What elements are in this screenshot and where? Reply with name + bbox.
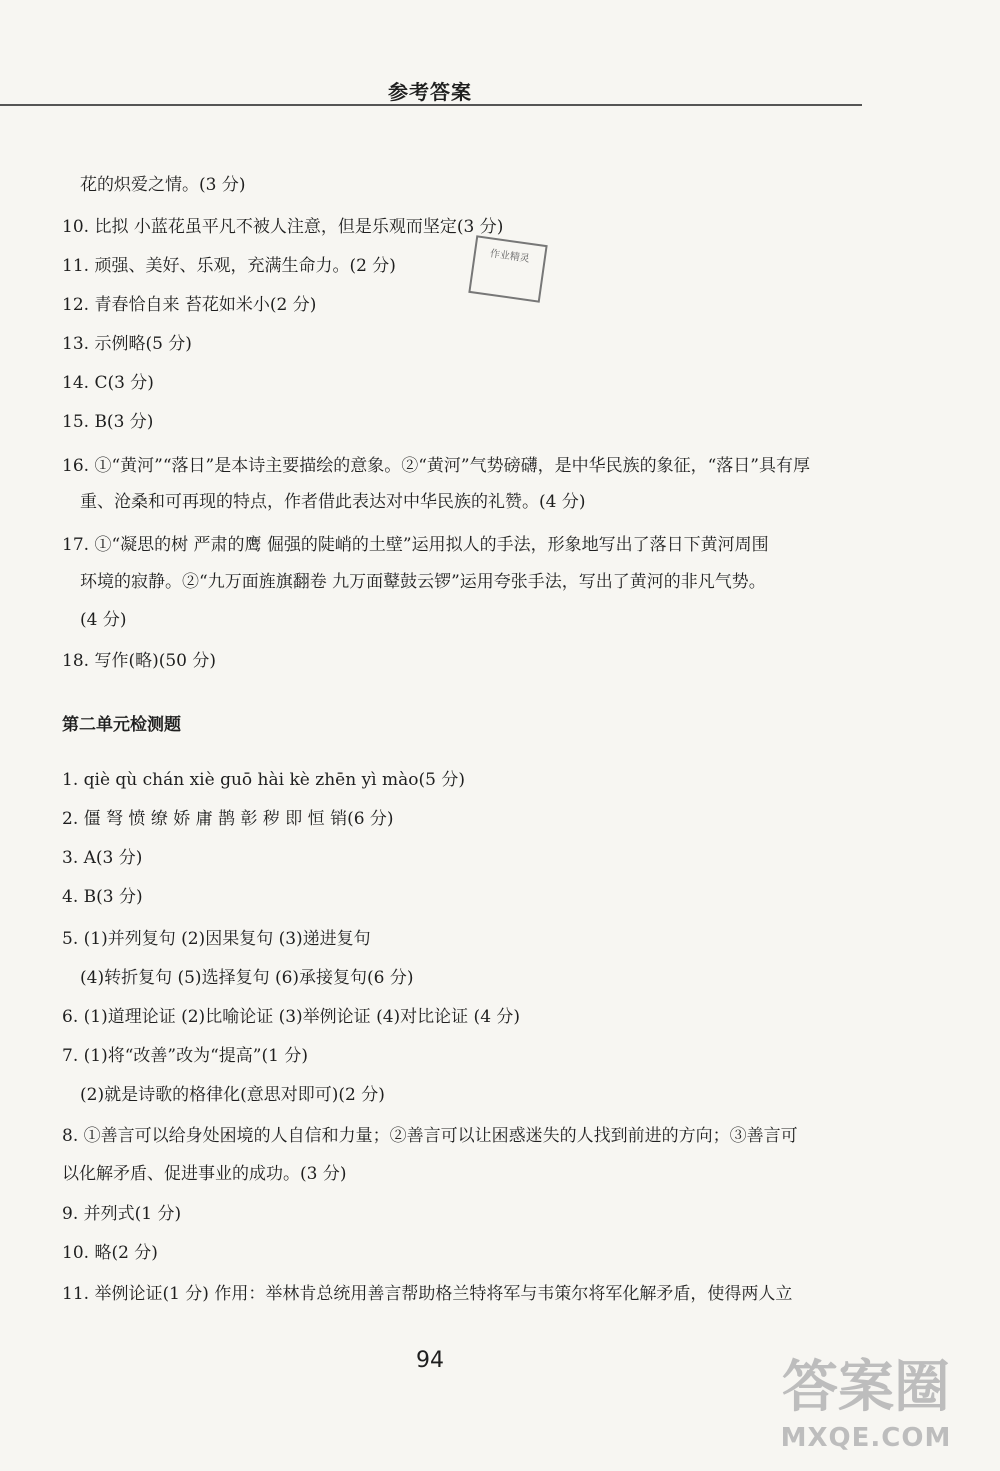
answer-line: 7. (1)将“改善”改为“提高”(1 分) bbox=[62, 1046, 308, 1066]
stamp-text: 作业精灵 bbox=[489, 248, 531, 265]
answer-line: 10. 略(2 分) bbox=[62, 1243, 158, 1263]
watermark-top: 答案圈 bbox=[782, 1355, 950, 1420]
answer-line: 6. (1)道理论证 (2)比喻论证 (3)举例论证 (4)对比论证 (4 分) bbox=[62, 1007, 521, 1027]
watermark-logo bbox=[746, 1353, 986, 1463]
section-title: 第二单元检测题 bbox=[62, 715, 181, 735]
answer-line: 15. B(3 分) bbox=[62, 412, 154, 432]
answer-line: 重、沧桑和可再现的特点，作者借此表达对中华民族的礼赞。(4 分) bbox=[80, 492, 586, 512]
answer-line: (2)就是诗歌的格律化(意思对即可)(2 分) bbox=[80, 1085, 385, 1105]
answer-line: 以化解矛盾、促进事业的成功。(3 分) bbox=[62, 1164, 347, 1184]
answer-line: 2. 僵 弩 愤 缭 娇 庸 鹊 彰 秽 即 恒 销(6 分) bbox=[62, 809, 394, 829]
answer-line: 13. 示例略(5 分) bbox=[62, 334, 192, 354]
answer-line: 3. A(3 分) bbox=[62, 848, 143, 868]
answer-line: 4. B(3 分) bbox=[62, 887, 143, 907]
answer-line: 11. 举例论证(1 分) 作用：举林肯总统用善言帮助格兰特将军与韦策尔将军化解矛盾，使得两人立 bbox=[62, 1284, 793, 1304]
answer-line: 12. 青春恰自来 苔花如米小(2 分) bbox=[62, 295, 317, 315]
answer-line: 16. ①“黄河”“落日”是本诗主要描绘的意象。②“黄河”气势磅礴，是中华民族的象征，“落日”具有厚 bbox=[62, 456, 810, 476]
answer-line: 8. ①善言可以给身处困境的人自信和力量；②善言可以让困惑迷失的人找到前进的方向；③善言可 bbox=[62, 1126, 798, 1146]
watermark-bottom: MXQE.COM bbox=[780, 1423, 952, 1453]
answer-line: 9. 并列式(1 分) bbox=[62, 1204, 182, 1224]
answer-line: 花的炽爱之情。(3 分) bbox=[80, 175, 246, 195]
answer-line: (4)转折复句 (5)选择复句 (6)承接复句(6 分) bbox=[80, 968, 414, 988]
answer-line: 17. ①“凝思的树 严肃的鹰 倔强的陡峭的土壁”运用拟人的手法，形象地写出了落日下黄河周围 bbox=[62, 535, 769, 555]
answer-line: 1. qiè qù chán xiè guō hài kè zhēn yì mào(5 分) bbox=[62, 770, 465, 790]
answer-line: 环境的寂静。②“九万面旌旗翻卷 九万面鼙鼓云锣”运用夸张手法，写出了黄河的非凡气势。 bbox=[80, 572, 766, 592]
answer-line: 18. 写作(略)(50 分) bbox=[62, 651, 217, 671]
answer-line: 10. 比拟 小蓝花虽平凡不被人注意，但是乐观而坚定(3 分) bbox=[62, 217, 504, 237]
page-number: 94 bbox=[416, 1348, 444, 1373]
answer-line: 11. 顽强、美好、乐观，充满生命力。(2 分) bbox=[62, 256, 396, 276]
answer-line: 5. (1)并列复句 (2)因果复句 (3)递进复句 bbox=[62, 929, 371, 949]
page-title: 参考答案 bbox=[388, 80, 472, 104]
answer-line: (4 分) bbox=[80, 610, 127, 630]
answer-line: 14. C(3 分) bbox=[62, 373, 154, 393]
